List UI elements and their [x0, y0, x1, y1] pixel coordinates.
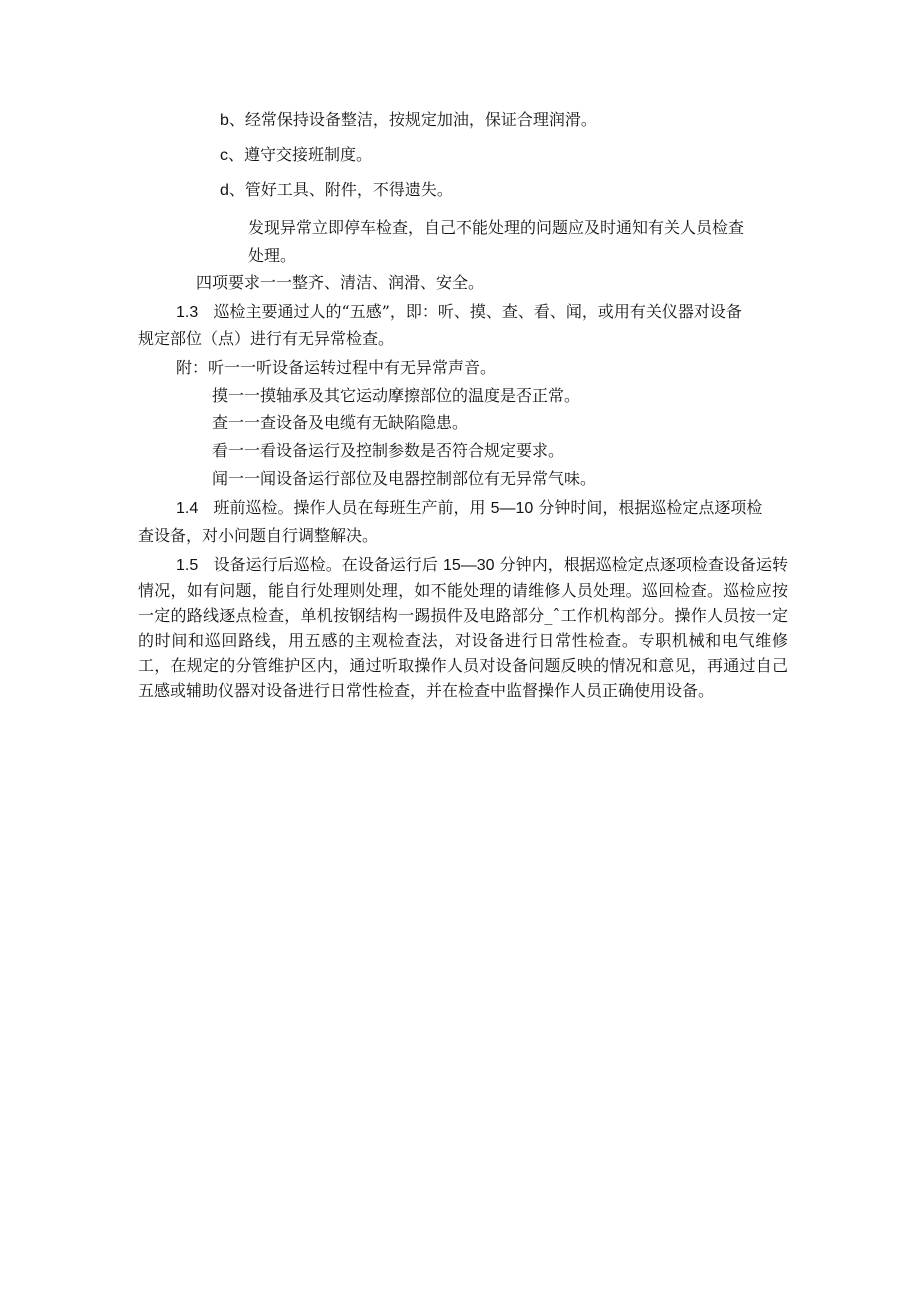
- appendix-lead: 附：: [176, 358, 209, 377]
- rule-text: 、管好工具、附件，不得遗失。: [228, 180, 453, 199]
- rule-letter: d: [220, 182, 229, 199]
- rule-b: [220, 110, 597, 131]
- section-1-4-line-2: 查设备，对小问题自行调整解决。: [138, 526, 379, 545]
- section-number: 1.4: [176, 500, 199, 517]
- appendix-item-look: 看一一看设备运行及控制参数是否符合规定要求。: [212, 441, 565, 460]
- rule-text: 、经常保持设备整洁，按规定加油，保证合理润滑。: [228, 110, 597, 129]
- abnormal-line-1: 发现异常立即停车检查，自己不能处理的问题应及时通知有关人员检查: [248, 218, 745, 237]
- section-number: 1.3: [176, 304, 199, 321]
- rule-c: [220, 145, 372, 166]
- rule-letter: c: [220, 147, 228, 164]
- appendix-text: 听一一听设备运转过程中有无异常声音。: [208, 358, 497, 377]
- section-1-3-line-2: 规定部位（点）进行有无异常检查。: [138, 329, 395, 348]
- section-1-3-line-1: [176, 302, 742, 323]
- abnormal-line-2: 处理。: [248, 246, 297, 265]
- rule-d: [220, 180, 453, 201]
- rule-letter: b: [220, 112, 229, 129]
- appendix-item-smell: 闻一一闻设备运行部位及电器控制部位有无异常气味。: [212, 469, 597, 488]
- appendix-item-check: 查一一查设备及电缆有无缺陷隐患。: [212, 413, 469, 432]
- section-number: 1.5: [176, 557, 199, 574]
- section-text: 班前巡检。操作人员在每班生产前，用: [213, 498, 486, 517]
- appendix-item-touch: 摸一一摸轴承及其它运动摩擦部位的温度是否正常。: [212, 386, 581, 405]
- time-range: 15—30: [442, 557, 495, 574]
- section-text: 分钟时间，根据巡检定点逐项检: [538, 498, 763, 517]
- section-1-5-paragraph: [138, 552, 788, 703]
- section-text: 设备运行后巡检。在设备运行后: [213, 555, 438, 574]
- rule-text: 、遵守交接班制度。: [228, 145, 373, 164]
- section-text: 巡检主要通过人的“五感”，即：听、摸、查、看、闻，或用有关仪器对设备: [213, 302, 742, 321]
- time-range: 5—10: [490, 500, 534, 517]
- appendix-item-listen: [176, 358, 496, 378]
- section-1-4-line-1: [176, 498, 762, 519]
- four-requirements: 四项要求一一整齐、清洁、润滑、安全。: [196, 273, 485, 292]
- section-text: 分钟内，根据巡检定点逐项检查设备运转情况，如有问题，能自行处理则处理，如不能处理的请维修人员处理。巡回检查。巡检应按一定的路线逐点检查，单机按钢结构一踢损件及电路部分_ˆ工作机构部分。操作人员按一定的时间和巡回路线，用五感的主观检查法，对设备进行日常性检查。专职机械和电气维修工，在规定的分管维护区内，通过听取操作人员对设备问题反映的情况和意见，再通过自己五感或辅助仪器对设备进行日常性检查，并在检查中监督操作人员正确使用设备。: [138, 555, 788, 700]
